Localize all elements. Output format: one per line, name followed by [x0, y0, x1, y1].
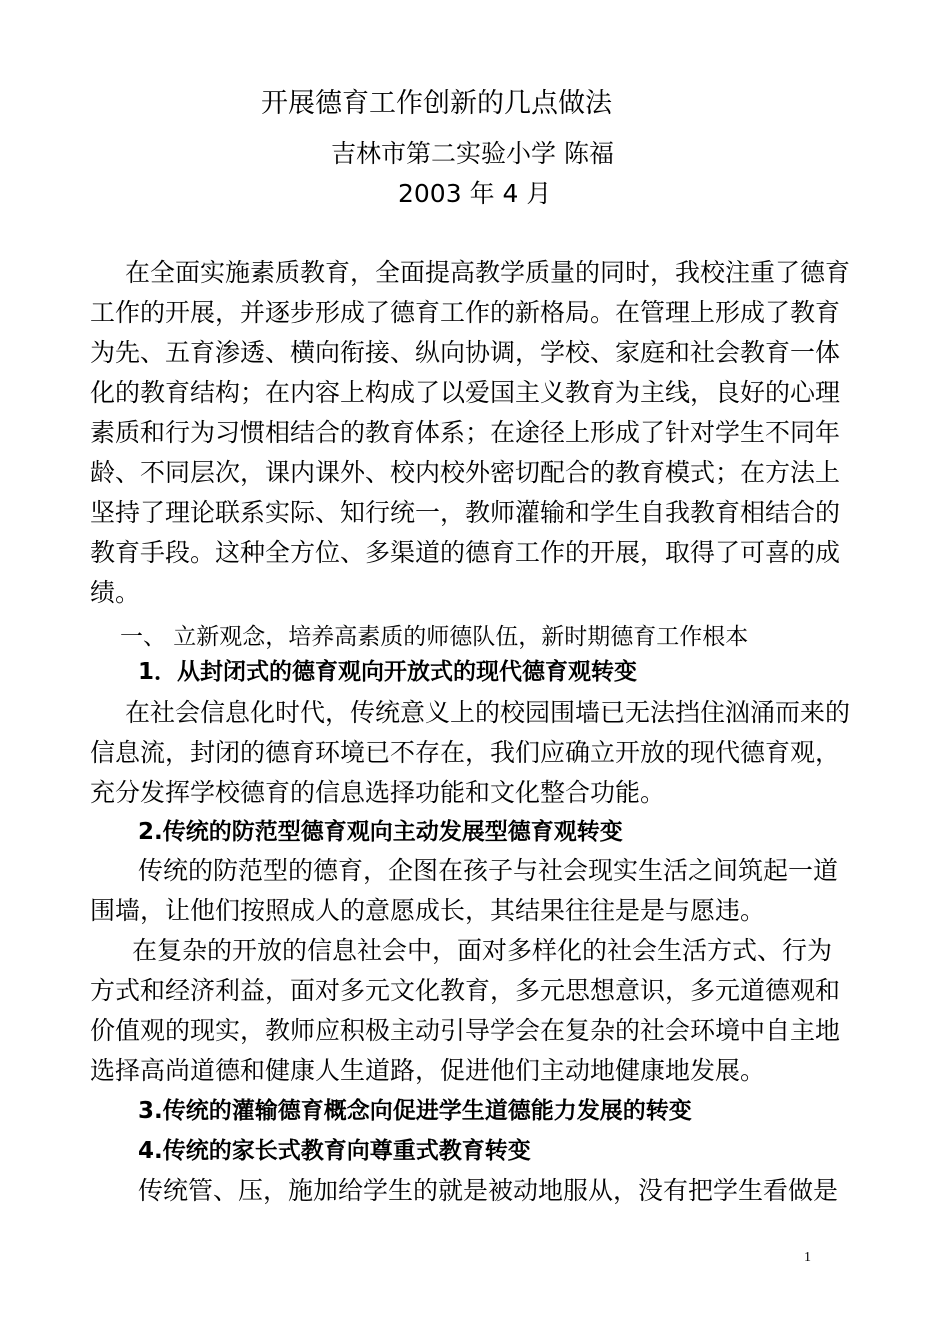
- paragraph-line: 选择高尚道德和健康人生道路，促进他们主动地健康地发展。: [90, 1056, 766, 1085]
- section-heading: 一、 立新观念，培养高素质的师德队伍，新时期德育工作根本: [120, 624, 749, 650]
- page-number: 1: [804, 1250, 811, 1265]
- paragraph-line: 在复杂的开放的信息社会中，面对多样化的社会生活方式、行为: [132, 936, 833, 965]
- paragraph-line: 绩。: [90, 578, 141, 607]
- paragraph-line: 价值观的现实，教师应积极主动引导学会在复杂的社会环境中自主地: [90, 1016, 841, 1045]
- subsection-heading: 1．从封闭式的德育观向开放式的现代德育观转变: [138, 659, 638, 685]
- document-date: 2003 年 4 月: [398, 179, 552, 208]
- paragraph-line: 在社会信息化时代，传统意义上的校园围墙已无法挡住汹涌而来的: [125, 698, 851, 727]
- paragraph-line: 坚持了理论联系实际、知行统一，教师灌输和学生自我教育相结合的: [90, 498, 841, 527]
- paragraph-line: 素质和行为习惯相结合的教育体系；在途径上形成了针对学生不同年: [90, 418, 841, 447]
- paragraph-line: 为先、五育渗透、横向衔接、纵向协调，学校、家庭和社会教育一体: [90, 338, 841, 367]
- paragraph-line: 教育手段。这种全方位、多渠道的德育工作的开展，取得了可喜的成: [90, 538, 841, 567]
- paragraph-line: 在全面实施素质教育，全面提高教学质量的同时，我校注重了德育: [125, 258, 851, 287]
- paragraph-line: 方式和经济利益，面对多元文化教育，多元思想意识，多元道德观和: [90, 976, 841, 1005]
- subsection-heading: 2.传统的防范型德育观向主动发展型德育观转变: [138, 819, 623, 845]
- subsection-heading: 3.传统的灌输德育概念向促进学生道德能力发展的转变: [138, 1098, 692, 1124]
- subsection-heading: 4.传统的家长式教育向尊重式教育转变: [138, 1138, 531, 1164]
- paragraph-line: 围墙，让他们按照成人的意愿成长，其结果往往是是与愿违。: [90, 896, 766, 925]
- paragraph-line: 化的教育结构；在内容上构成了以爱国主义教育为主线，良好的心理: [90, 378, 841, 407]
- document-author: 吉林市第二实验小学 陈福: [331, 139, 614, 168]
- paragraph-line: 信息流，封闭的德育环境已不存在，我们应确立开放的现代德育观，: [90, 738, 841, 767]
- paragraph-line: 传统的防范型的德育，企图在孩子与社会现实生活之间筑起一道: [138, 856, 839, 885]
- paragraph-line: 龄、不同层次，课内课外、校内校外密切配合的教育模式；在方法上: [90, 458, 841, 487]
- document-title: 开展德育工作创新的几点做法: [261, 88, 612, 119]
- paragraph-line: 充分发挥学校德育的信息选择功能和文化整合功能。: [90, 778, 666, 807]
- paragraph-line: 工作的开展，并逐步形成了德育工作的新格局。在管理上形成了教育: [90, 298, 841, 327]
- paragraph-line: 传统管、压，施加给学生的就是被动地服从，没有把学生看做是: [138, 1176, 839, 1205]
